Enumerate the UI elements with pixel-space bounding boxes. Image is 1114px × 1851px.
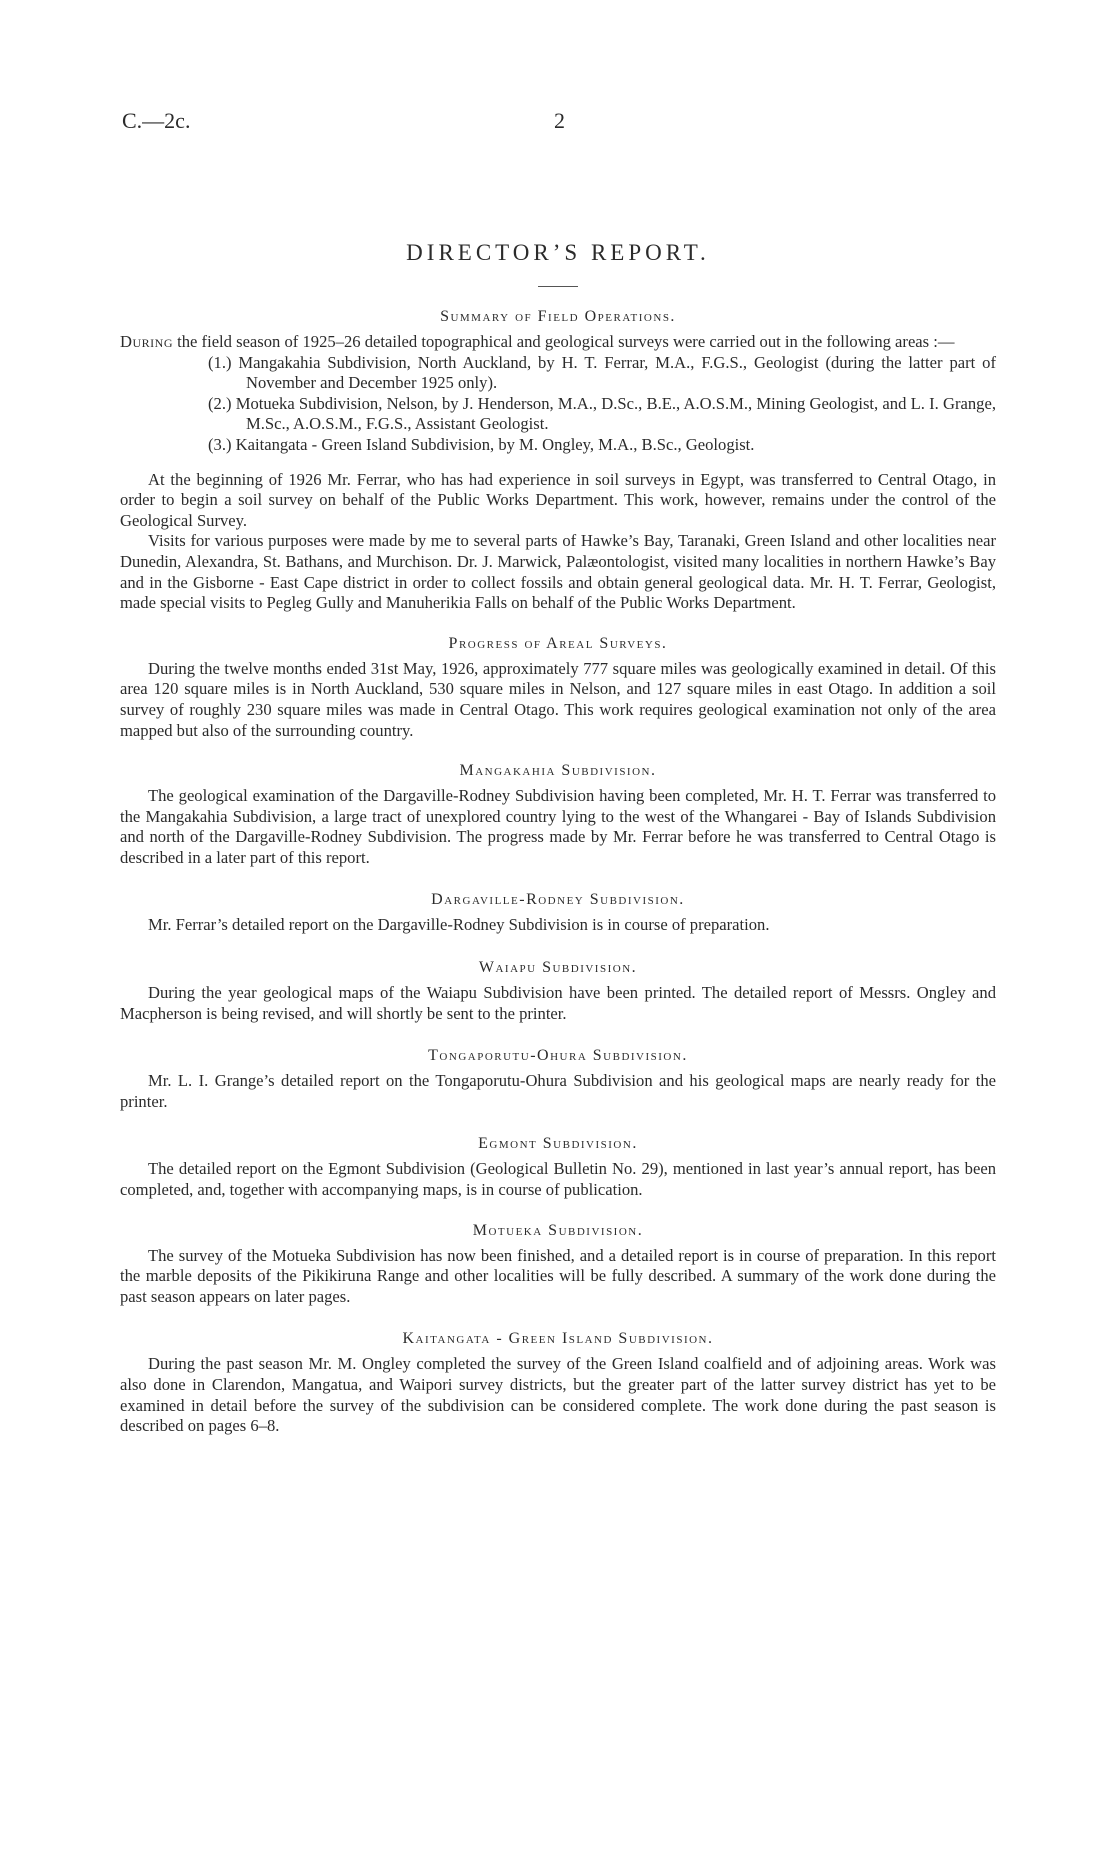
- list-item: (2.) Motueka Subdivision, Nelson, by J. Henderson, M.A., D.Sc., B.E., A.O.S.M., Mining Geologist, and L. I. Grange, M.Sc., A.O.S.M., F.G.S., Assistant Geologist.: [208, 393, 996, 434]
- section-text-kaitangata-green-island: During the past season Mr. M. Ongley completed the survey of the Green Island coalfield and of adjoining areas. Work was also done in Clarendon, Mangatua, and Waipori survey districts, but the greater part of the latter survey district has yet to be examined in detail before the survey of the subdivision can be considered complete. The work done during the past season is described on pages 6–8.: [120, 1354, 996, 1436]
- section-heading-tongaporutu-ohura: Tongaporutu-Ohura Subdivision.: [428, 1047, 688, 1065]
- section-text-waiapu: During the year geological maps of the Waiapu Subdivision have been printed. The detailed report of Messrs. Ongley and Macpherson is being revised, and will shortly be sent to the printer.: [120, 983, 996, 1023]
- section-heading-dargaville-rodney: Dargaville-Rodney Subdivision.: [431, 891, 685, 909]
- section-heading-motueka: Motueka Subdivision.: [472, 1221, 644, 1239]
- section-heading-areal-surveys: Progress of Areal Surveys.: [448, 634, 668, 652]
- section-heading-mangakahia: Mangakahia Subdivision.: [459, 762, 657, 780]
- section-heading-egmont: Egmont Subdivision.: [478, 1135, 638, 1153]
- list-item: (3.) Kaitangata - Green Island Subdivision, by M. Ongley, M.A., B.Sc., Geologist.: [208, 434, 755, 454]
- report-body: [120, 238, 996, 1437]
- section-heading-waiapu: Waiapu Subdivision.: [478, 959, 638, 977]
- survey-areas-list: [120, 353, 996, 456]
- section-heading-summary: Summary of Field Operations.: [440, 308, 676, 325]
- summary-intro-lead: During: [120, 332, 173, 351]
- section-text-tongaporutu-ohura: Mr. L. I. Grange’s detailed report on the Tongaporutu-Ohura Subdivision and his geological maps are nearly ready for the printer.: [120, 1071, 996, 1111]
- running-header: [122, 108, 992, 138]
- section-text-motueka: The survey of the Motueka Subdivision has now been finished, and a detailed report is in course of preparation. In this report the marble deposits of the Pikikiruna Range and other localities will be fully described. A summary of the work done during the past season appears on later pages.: [120, 1245, 996, 1306]
- summary-intro-text: the field season of 1925–26 detailed topographical and geological surveys were carried out in the following areas :—: [172, 332, 955, 351]
- section-heading-kaitangata-green-island: Kaitangata - Green Island Subdivision.: [402, 1330, 714, 1348]
- document-reference: C.—2c.: [122, 108, 191, 133]
- section-text-dargaville-rodney: Mr. Ferrar’s detailed report on the Dargaville-Rodney Subdivision is in course of preparation.: [148, 915, 770, 935]
- page-number: 2: [554, 108, 565, 133]
- list-item: (1.) Mangakahia Subdivision, North Auckland, by H. T. Ferrar, M.A., F.G.S., Geologist (during the latter part of November and December 1925 only).: [208, 352, 996, 393]
- section-text-mangakahia: The geological examination of the Dargaville-Rodney Subdivision having been completed, Mr. H. T. Ferrar was transferred to the Mangakahia Subdivision, a large tract of unexplored country lying to the west of the Whangarei - Bay of Islands Subdivision and north of the Dargaville-Rodney Subdivision. The progress made by Mr. Ferrar before he was transferred to Central Otago is described in a later part of this report.: [120, 786, 996, 867]
- summary-intro: [120, 332, 996, 353]
- summary-paragraph: At the beginning of 1926 Mr. Ferrar, who has had experience in soil surveys in Egypt, was transferred to Central Otago, in order to begin a soil survey on behalf of the Public Works Department. This work, however, remains under the control of the Geological Survey.: [120, 469, 996, 530]
- section-text-areal-surveys: During the twelve months ended 31st May, 1926, approximately 777 square miles was geologically examined in detail. Of this area 120 square miles is in North Auckland, 530 square miles in Nelson, and 127 square miles in east Otago. In addition a soil survey of roughly 230 square miles was made in Central Otago. This work requires geological examination not only of the area mapped but also of the surrounding country.: [120, 658, 996, 740]
- section-text-egmont: The detailed report on the Egmont Subdivision (Geological Bulletin No. 29), mentioned in last year’s annual report, has been completed, and, together with accompanying maps, is in course of publication.: [120, 1159, 996, 1200]
- report-title: DIRECTOR’S REPORT.: [406, 240, 710, 265]
- summary-paragraph: Visits for various purposes were made by me to several parts of Hawke’s Bay, Taranaki, Green Island and other localities near Dunedin, Alexandra, St. Bathans, and Murchison. Dr. J. Marwick, Palæontologist, visited many localities in northern Hawke’s Bay and in the Gisborne - East Cape district in order to collect fossils and obtain general geological data. Mr. H. T. Ferrar, Geologist, made special visits to Pegleg Gully and Manuherikia Falls on behalf of the Public Works Department.: [120, 531, 996, 613]
- title-rule-divider: [538, 286, 578, 287]
